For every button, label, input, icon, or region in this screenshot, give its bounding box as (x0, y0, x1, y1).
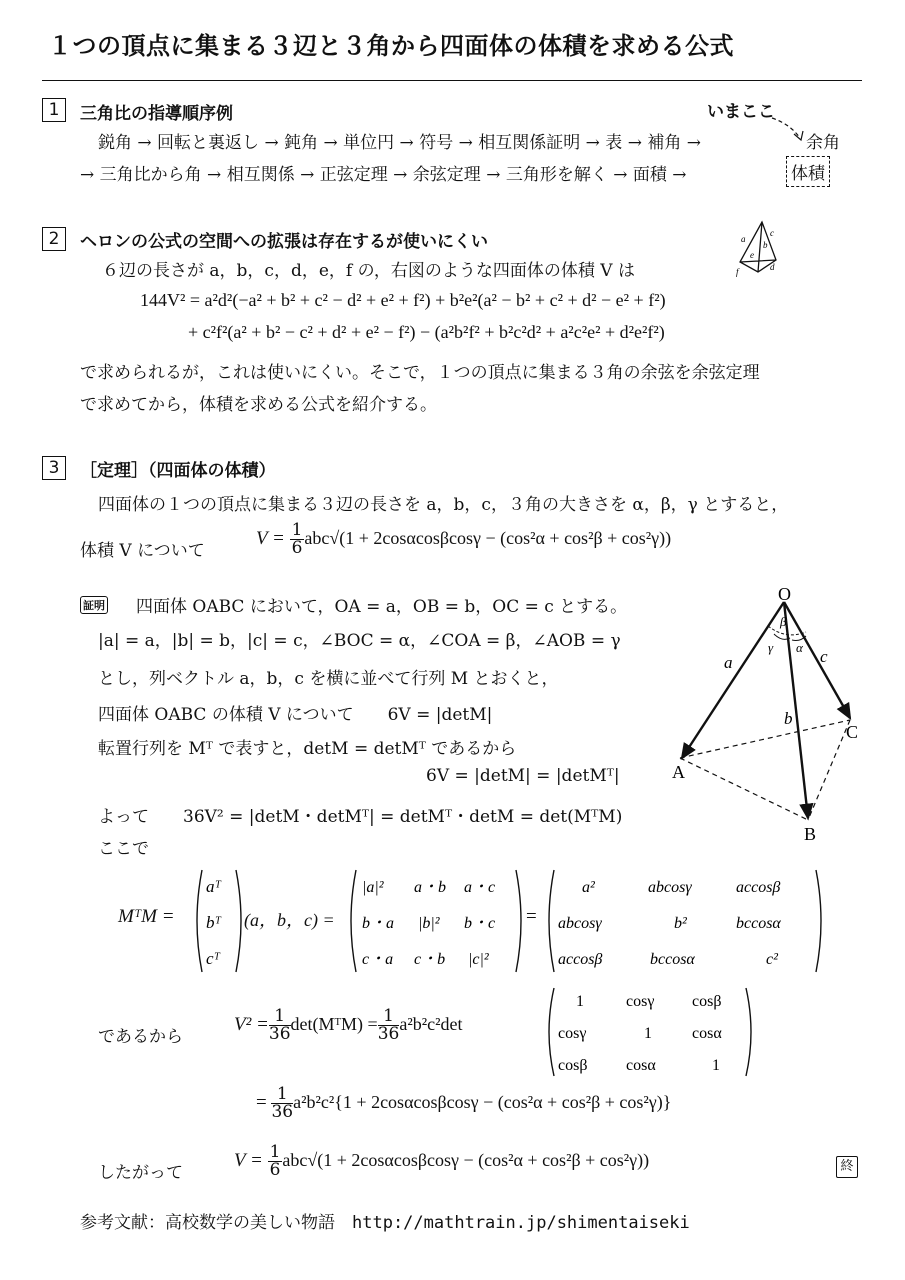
mid-11: |b|² (418, 915, 440, 932)
final-rhs: abc√(1 + 2cosαcosβcosγ − (cos²α + cos²β + cos²γ)) (282, 1150, 650, 1170)
mid-22: |c|² (468, 951, 489, 968)
col-c: cᵀ (206, 949, 221, 968)
det-20: cosβ (558, 1057, 588, 1074)
reference-label: 参考文献：高校数学の美しい物語 (80, 1213, 335, 1233)
formula-lhs: V = (256, 528, 290, 549)
proof-line-8: ここで (98, 839, 149, 859)
frac-den: 6 (291, 538, 303, 558)
right-10: abcosγ (558, 915, 602, 932)
heron-eq-line-1: 144V² = a²d²(−a² + b² + c² − d² + e² + f²) + b²e²(a² − b² + c² + d² − e² + f²) (140, 290, 666, 310)
proof-label: 証明 (80, 596, 108, 614)
right-01: abcosγ (648, 879, 692, 896)
cos-matrix (546, 866, 826, 976)
frac-num: 1 (291, 520, 303, 540)
det-22: 1 (712, 1057, 720, 1074)
mini-label-f: f (736, 267, 739, 277)
equals-sign: = (526, 906, 537, 927)
det-01: cosγ (626, 993, 655, 1010)
v2-expanded-text: a²b²c²{1 + 2cosαcosβcosγ − (cos²α + cos²β + cos²γ)} (293, 1092, 672, 1112)
proof-line-1: 四面体 OABC において，OA = a，OB = b，OC = c とする。 (136, 597, 628, 617)
mid-20: c・a (362, 951, 394, 968)
right-20: accosβ (558, 951, 603, 968)
v2-abc-det: a²b²c²det (399, 1014, 463, 1034)
theorem-statement: 四面体の１つの頂点に集まる３辺の長さを a，b，c，３角の大きさを α，β，γ とすると， (98, 495, 789, 515)
section-2-number: 2 (42, 227, 66, 251)
det-matrix (546, 984, 756, 1080)
order-line-1: 鋭角 → 回転と裏返し → 鈍角 → 単位円 → 符号 → 相互関係証明 → 表 → 補角 → (98, 133, 702, 153)
formula-rhs: abc√(1 + 2cosαcosβcosγ − (cos²α + cos²β + cos²γ)) (304, 528, 672, 548)
angle-alpha-label: α (796, 640, 803, 655)
right-12: bccosα (736, 915, 781, 932)
final-frac-num: 1 (269, 1142, 281, 1162)
right-21: bccosα (650, 951, 695, 968)
mtm-lhs: MᵀM = (118, 906, 175, 927)
mini-tetrahedron (728, 218, 788, 278)
order-line-2: → 三角比から角 → 相互関係 → 正弦定理 → 余弦定理 → 三角形を解く → 面積 → (80, 165, 687, 185)
vector-c-label: c (820, 647, 828, 666)
heron-text-1: で求められるが，これは使いにくい。そこで，１つの頂点に集まる３角の余弦を余弦定理 (80, 363, 760, 383)
final-formula (234, 1144, 649, 1179)
mid-12: b・c (464, 915, 496, 932)
frac-36-den: 36 (268, 1024, 291, 1044)
column-vector-paren (194, 866, 244, 976)
boxed-volume: 体積 (786, 156, 830, 187)
formula-fraction (290, 522, 305, 557)
det-21: cosα (626, 1057, 656, 1074)
point-o-label: O (778, 584, 791, 604)
vector-a-label: a (724, 653, 733, 672)
angle-beta-label: β (780, 614, 787, 629)
heron-intro: ６辺の長さが a，b，c，d，e，f の，右図のような四面体の体積 V は (102, 261, 635, 281)
mid-02: a・c (464, 879, 496, 896)
point-a-label: A (672, 762, 685, 782)
point-c-label: C (846, 722, 859, 742)
end-mark: 終 (836, 1156, 858, 1178)
right-00: a² (582, 879, 595, 896)
dot-matrix (348, 866, 524, 976)
point-b-label: B (804, 824, 817, 842)
col-a: aᵀ (206, 877, 222, 896)
section-3-number: 3 (42, 456, 66, 480)
section-3-heading: ［定理］（四面体の体積） (80, 461, 276, 481)
proof-line-6: 6V = |detM| = |detMᵀ| (426, 766, 620, 786)
det-10: cosγ (558, 1025, 587, 1042)
order-line-1-end: 余角 (806, 133, 840, 153)
right-02: accosβ (736, 879, 781, 896)
right-11: b² (674, 915, 687, 932)
theorem-volume-label: 体積 V について (80, 541, 205, 561)
v2-det: det(MᵀM) = (290, 1014, 378, 1034)
det-00: 1 (576, 993, 584, 1010)
det-11: 1 (644, 1025, 652, 1042)
mini-label-a: a (741, 234, 746, 244)
mini-label-d: d (770, 262, 775, 272)
proof-line-7: よって 36V² = |detM・detMᵀ| = detMᵀ・detM = det(MᵀM) (98, 807, 623, 827)
frac-36c-num: 1 (271, 1086, 293, 1104)
section-1-heading: 三角比の指導順序例 (80, 104, 233, 124)
proof-line-3: とし，列ベクトル a，b，c を横に並べて行列 M とおくと， (98, 669, 559, 689)
tetrahedron-diagram (668, 582, 868, 842)
section-2-heading: ヘロンの公式の空間への拡張は存在するが使いにくい (80, 232, 488, 252)
mini-label-b: b (763, 240, 768, 250)
proof-line-2: |a| = a，|b| = b，|c| = c，∠BOC = α，∠COA = β，∠AOB = γ (98, 631, 621, 651)
reference-url: http://mathtrain.jp/shimentaiseki (352, 1213, 690, 1233)
final-lhs: V = (234, 1150, 268, 1171)
frac-36b-den: 36 (377, 1024, 400, 1044)
det-02: cosβ (692, 993, 722, 1010)
section-1-number: 1 (42, 98, 66, 122)
mid-01: a・b (414, 879, 447, 896)
v2-lhs: V² = (234, 1014, 269, 1035)
title-rule (42, 80, 862, 81)
vector-b-label: b (784, 709, 793, 728)
row-vector: (a，b，c) = (244, 910, 335, 930)
col-b: bᵀ (206, 913, 222, 932)
angle-gamma-label: γ (768, 640, 774, 655)
mid-00: |a|² (362, 879, 384, 896)
v2-expanded: = $\frac{1}{36}$ a²b²c²{1 + 2cosαcosβcosγ − (cos²α + cos²β + cos²γ)} (256, 1084, 672, 1122)
since-label: であるから (98, 1027, 183, 1047)
page-title: １つの頂点に集まる３辺と３角から四面体の体積を求める公式 (48, 32, 734, 60)
mini-label-e: e (750, 250, 754, 260)
proof-line-4: 四面体 OABC の体積 V について 6V = |detM| (98, 705, 493, 725)
heron-eq-line-2: + c²f²(a² + b² − c² + d² + e² − f²) − (a²b²f² + b²c²d² + a²c²e² + d²e²f²) (188, 322, 665, 342)
reference (80, 1208, 690, 1233)
mid-10: b・a (362, 915, 395, 932)
right-22: c² (766, 951, 778, 968)
det-12: cosα (692, 1025, 722, 1042)
mid-21: c・b (414, 951, 446, 968)
theorem-formula (256, 522, 671, 557)
frac-36b-num: 1 (378, 1008, 400, 1026)
here-label: いまここ (707, 102, 775, 122)
final-frac-den: 6 (269, 1160, 281, 1180)
frac-36-num: 1 (269, 1008, 291, 1026)
mini-label-c: c (770, 228, 774, 238)
frac-36c-den: 36 (271, 1102, 294, 1122)
therefore-label: したがって (98, 1163, 183, 1183)
heron-text-2: で求めてから，体積を求める公式を紹介する。 (80, 395, 437, 415)
proof-line-5: 転置行列を Mᵀ で表すと，detM = detMᵀ であるから (98, 739, 517, 759)
v2-derivation (234, 1008, 463, 1043)
